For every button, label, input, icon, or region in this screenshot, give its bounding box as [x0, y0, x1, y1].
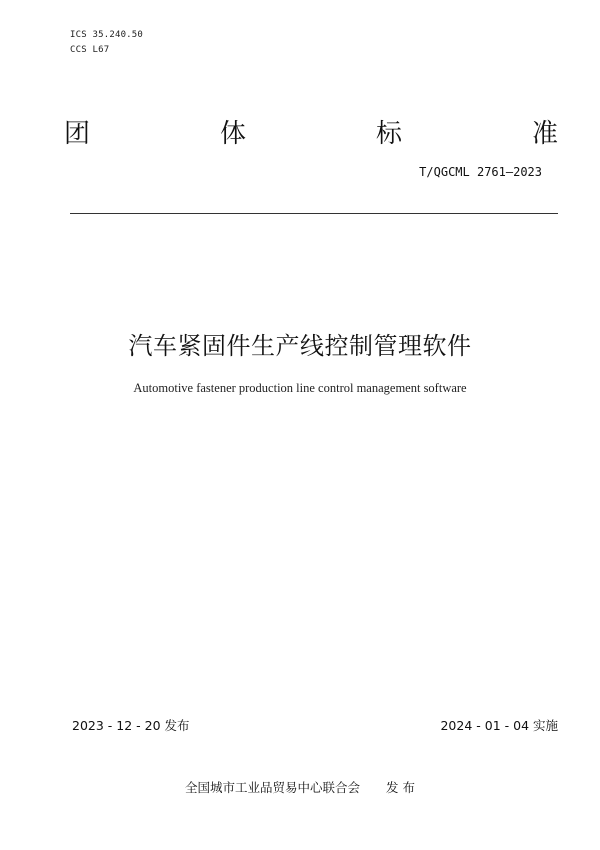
standard-type-char: 团	[64, 118, 91, 149]
implementation-date: 2024 - 01 - 04 实施	[440, 718, 558, 733]
standard-number: T/QGCML 2761—2023	[419, 165, 542, 179]
ccs-code: CCS L67	[70, 45, 110, 55]
standard-type-char: 准	[531, 118, 558, 149]
title-english: Automotive fastener production line control management software	[133, 381, 467, 395]
standard-type-char: 标	[375, 118, 402, 149]
issuer-action: 发 布	[386, 780, 415, 795]
title-chinese: 汽车紧固件生产线控制管理软件	[128, 332, 472, 360]
issuer-line	[0, 778, 600, 796]
issue-date: 2023 - 12 - 20 发布	[72, 718, 190, 733]
header-divider	[70, 213, 558, 214]
standard-type-char: 体	[219, 118, 246, 149]
issuer-name: 全国城市工业品贸易中心联合会	[185, 780, 361, 795]
ics-code: ICS 35.240.50	[70, 30, 144, 40]
standard-type-heading	[64, 114, 558, 148]
